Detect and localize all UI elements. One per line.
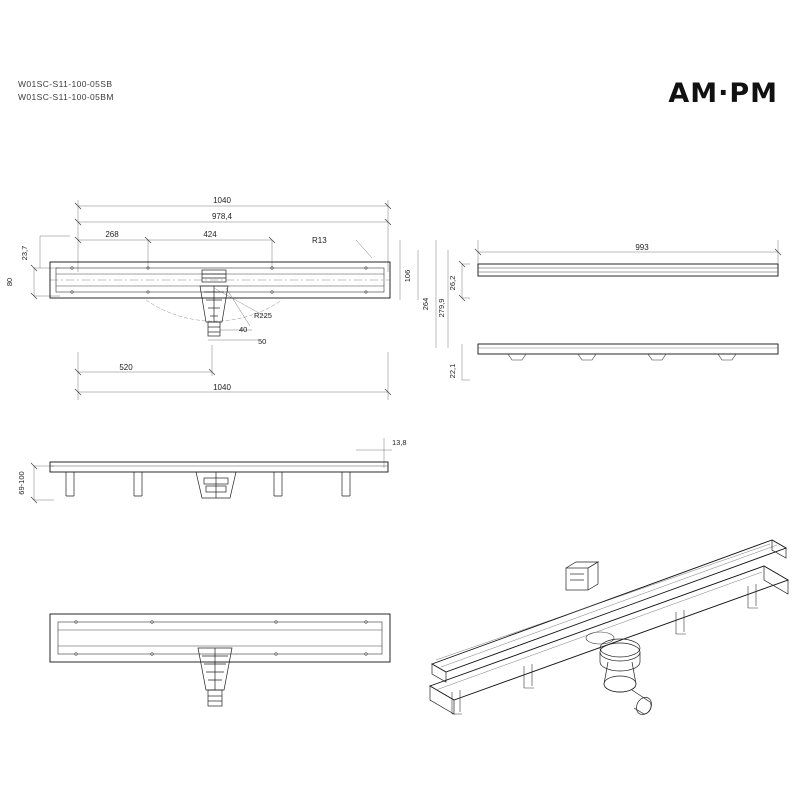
dim-inner-length: 978,4	[211, 212, 233, 221]
right-views-group	[459, 240, 781, 380]
iso-view-group	[430, 540, 788, 717]
dim-outlet-width-outer: 50	[258, 337, 267, 346]
dim-outlet-width: 40	[239, 325, 248, 334]
dim-right-264: 264	[421, 297, 430, 311]
dim-left-hole-offset: 268	[105, 230, 119, 239]
dim-leg-height: 69-100	[17, 471, 26, 495]
dim-grate-length: 993	[635, 243, 649, 252]
dim-mid-span: 424	[203, 230, 217, 239]
product-code-1: W01SC-S11-100-05SB	[18, 79, 113, 89]
dim-grate-thickness: 13,8	[392, 438, 407, 447]
dim-right-106: 106	[403, 269, 412, 283]
dim-body-width: 80	[5, 277, 14, 287]
dim-overall-length-bottom: 1040	[213, 383, 231, 392]
bottom-view-group	[50, 614, 390, 706]
top-view-group	[31, 200, 448, 400]
dim-outlet-center-offset: 520	[119, 363, 133, 372]
front-view-group	[31, 438, 392, 503]
dim-edge-offset: 23,7	[20, 245, 29, 261]
dim-right-279: 279,9	[437, 298, 446, 318]
product-code-2: W01SC-S11-100-05BM	[18, 92, 114, 102]
dim-arc-radius: R225	[254, 311, 272, 320]
brand-logo: AM·PM	[668, 78, 778, 109]
dim-frame-offset: 22,1	[448, 363, 457, 379]
dim-grate-gap: 26,2	[448, 275, 457, 291]
dim-overall-length-top: 1040	[213, 196, 231, 205]
dim-corner-radius: R13	[312, 236, 327, 245]
